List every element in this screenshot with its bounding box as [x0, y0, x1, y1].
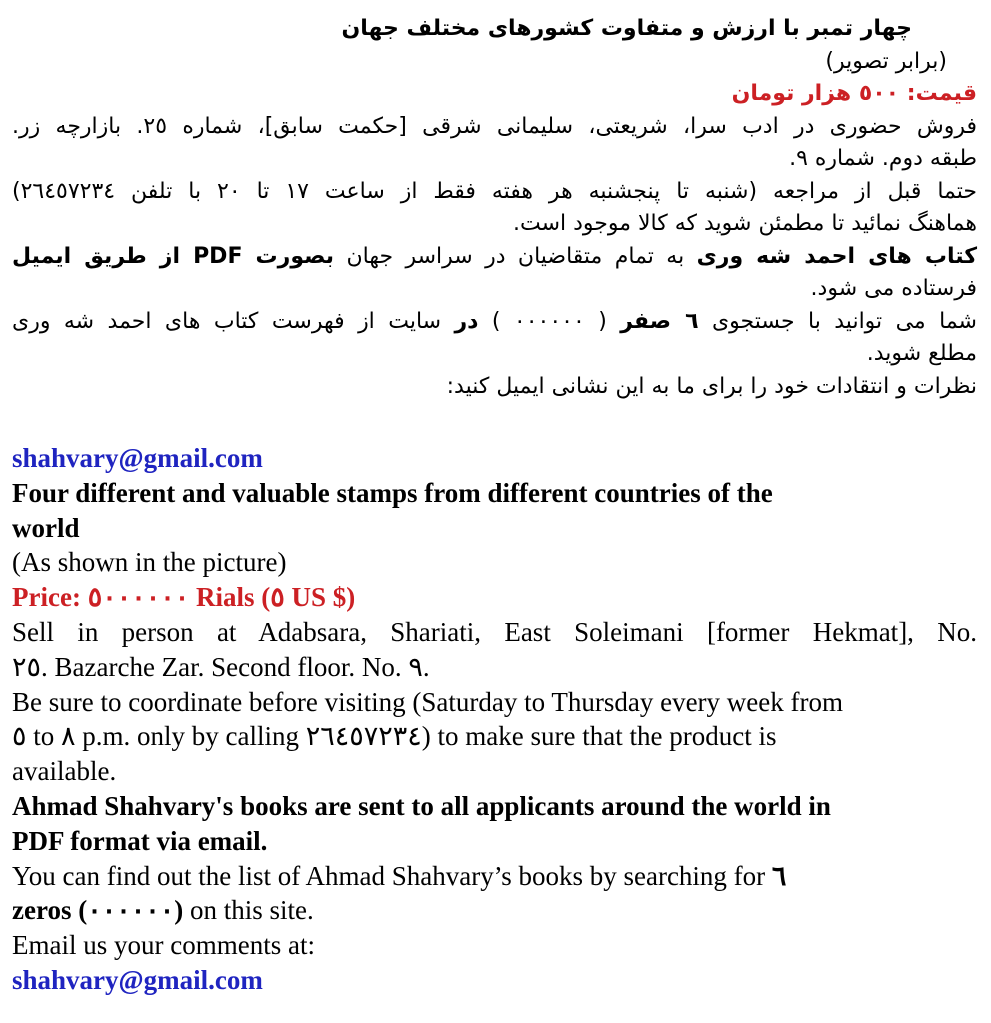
- en-sell-address-line2: ٢٥. Bazarche Zar. Second floor. No. ٩.: [12, 651, 430, 682]
- fa-search-zeros-line1: [12, 306, 977, 339]
- fa-sell-address-line2: طبقه دوم. شماره ٩.: [789, 146, 977, 171]
- email-row-bottom: [12, 963, 977, 998]
- en-six-digit: ٦: [771, 860, 787, 891]
- fa-six-zeros: ٦ صفر: [620, 308, 699, 334]
- en-zeros-digits: zeros (٠٠٠٠٠٠): [12, 895, 184, 926]
- en-as-picture-note: (As shown in the picture): [12, 547, 287, 578]
- en-coordinate-line3: available.: [12, 756, 117, 787]
- en-coordinate-line1: Be sure to coordinate before visiting (Saturday to Thursday every week from: [12, 686, 844, 717]
- fa-books-pdf-line2: فرستاده می شود.: [810, 276, 977, 301]
- fa-title: چهار تمبر با ارزش و متفاوت کشورهای مختلف جهان: [341, 16, 912, 41]
- persian-section: [12, 13, 977, 403]
- email-link-top[interactable]: shahvary@gmail.com: [12, 443, 263, 473]
- en-search-intro: You can find out the list of Ahmad Shahvary’s books by searching for: [12, 860, 772, 891]
- en-books-pdf-line2: PDF format via email.: [12, 825, 268, 856]
- fa-in-word: در: [454, 308, 479, 334]
- en-title-line1: Four different and valuable stamps from different countries of the: [12, 477, 773, 508]
- en-on-this-site: on this site.: [183, 895, 314, 926]
- fa-as-picture-note: (برابر تصویر): [825, 48, 947, 74]
- english-section: [12, 441, 977, 998]
- fa-search-intro: شما می توانید با جستجوی: [698, 308, 977, 334]
- en-books-pdf-line1: Ahmad Shahvary's books are sent to all applicants around the world in: [12, 790, 831, 821]
- email-link-bottom[interactable]: shahvary@gmail.com: [12, 964, 263, 995]
- en-price-line: Price: ٥٠٠٠٠٠٠ Rials (٥ US $): [12, 582, 356, 613]
- fa-coordinate-line2: هماهنگ نمائید تا مطمئن شوید که کالا موجود است.: [512, 211, 977, 236]
- email-row-top: [12, 441, 977, 476]
- en-title-line2: world: [12, 512, 80, 543]
- fa-search-zeros-line2: مطلع شوید.: [866, 341, 977, 366]
- fa-search-rest: سایت از فهرست کتاب های احمد شه وری: [12, 308, 455, 334]
- en-coordinate-line2: ٥ to ٨ p.m. only by calling ٢٦٤٥٧٢٣٤) to make sure that the product is: [12, 721, 777, 752]
- fa-books-pdf-email: بصورت PDF از طریق ایمیل: [12, 243, 335, 269]
- en-search-zeros-line1: [12, 859, 977, 894]
- fa-books-applicants: به تمام متقاضیان در سراسر جهان: [334, 243, 697, 269]
- en-comments-label: Email us your comments at:: [12, 930, 315, 961]
- en-search-zeros-line2: [12, 893, 977, 928]
- fa-coordinate-line1: حتما قبل از مراجعه (شنبه تا پنجشنبه هر هفته فقط از ساعت ١٧ تا ٢٠ با تلفن ٢٦٤٥٧٢٣٤): [12, 178, 978, 204]
- fa-price-line: قیمت: ٥٠٠ هزار تومان: [731, 81, 977, 106]
- fa-sell-address-line1: فروش حضوری در ادب سرا، شریعتی، سلیمانی شرقی [حکمت سابق]، شماره ٢٥. بازارچه زر.: [12, 113, 977, 139]
- fa-comments-label: نظرات و انتقادات خود را برای ما به این نشانی ایمیل کنید:: [446, 373, 977, 399]
- fa-zeros-digits: ( ٠٠٠٠٠٠ ): [478, 308, 621, 334]
- en-sell-address-line1: Sell in person at Adabsara, Shariati, East Soleimani [former Hekmat], No.: [12, 616, 977, 647]
- fa-books-pdf-line1: [12, 241, 977, 274]
- fa-books-author: کتاب های احمد شه وری: [696, 243, 978, 269]
